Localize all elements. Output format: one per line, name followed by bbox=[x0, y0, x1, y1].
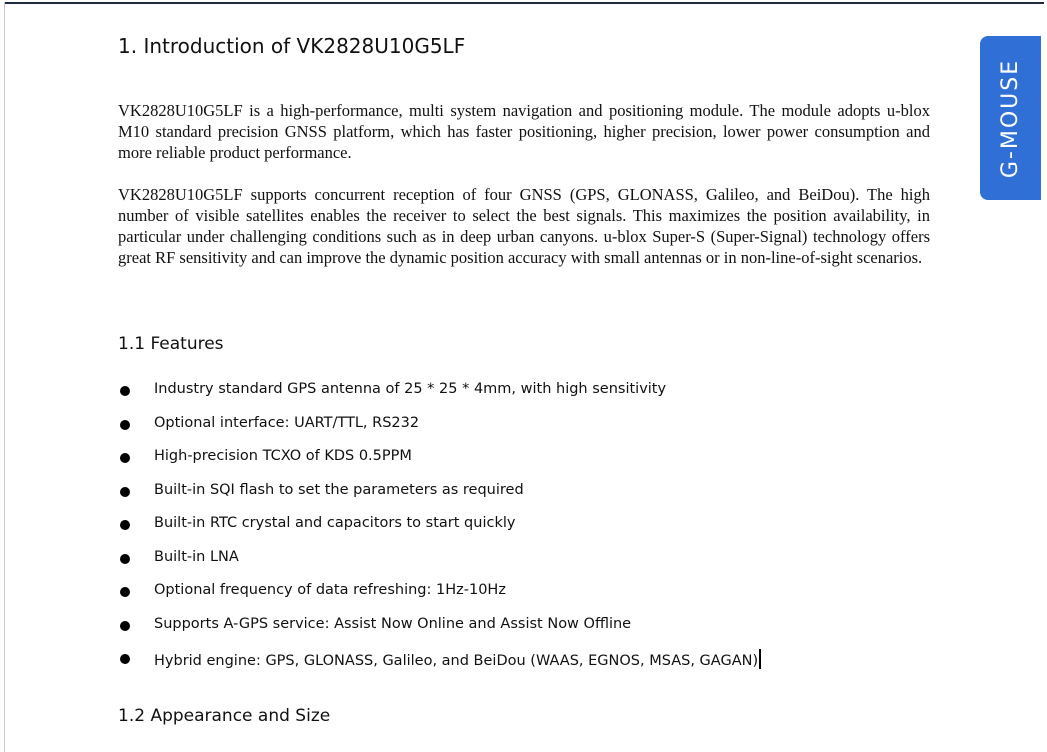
feature-item[interactable] bbox=[118, 581, 918, 615]
bullet-icon bbox=[120, 520, 130, 530]
intro-paragraph-1[interactable]: VK2828U10G5LF is a high-performance, multi system navigation and positioning module. The module adopts u-blox M10 standard precision GNSS platform, which has faster positioning, higher precision, lower power consumption and more reliable product performance. bbox=[118, 101, 930, 162]
page-left-border bbox=[4, 2, 5, 752]
bullet-icon bbox=[120, 621, 130, 631]
text-caret bbox=[759, 649, 761, 669]
bullet-icon bbox=[120, 420, 130, 430]
feature-item[interactable] bbox=[118, 615, 918, 649]
side-tab-label: G-MOUSE bbox=[998, 58, 1024, 178]
feature-item[interactable] bbox=[118, 548, 918, 582]
feature-item[interactable] bbox=[118, 380, 918, 414]
introduction-heading[interactable]: 1. Introduction of VK2828U10G5LF bbox=[118, 34, 466, 58]
feature-text-last bbox=[154, 649, 761, 669]
feature-text: High-precision TCXO of KDS 0.5PPM bbox=[154, 448, 412, 464]
bullet-icon bbox=[120, 487, 130, 497]
feature-item[interactable] bbox=[118, 481, 918, 515]
feature-text: Supports A-GPS service: Assist Now Online and Assist Now Offline bbox=[154, 615, 632, 632]
feature-item[interactable] bbox=[118, 514, 918, 548]
feature-item[interactable] bbox=[118, 648, 918, 682]
feature-text-last-content: Hybrid engine: GPS, GLONASS, Galileo, and BeiDou (WAAS, EGNOS, MSAS, GAGAN) bbox=[154, 653, 759, 669]
feature-text: Built-in SQI flash to set the parameters as required bbox=[154, 481, 524, 498]
bullet-icon bbox=[120, 654, 130, 664]
features-list bbox=[118, 380, 918, 682]
intro-paragraph-2[interactable]: VK2828U10G5LF supports concurrent reception of four GNSS (GPS, GLONASS, Galileo, and BeiDou). The high number of visible satellites enables the receiver to select the best signals. This maximizes the position availability, in particular under challenging conditions such as in deep urban canyons. u-blox Super-S (Super-Signal) technology offers great RF sensitivity and can improve the dynamic position accuracy with small antennas or in non-line-of-sight scenarios. bbox=[118, 185, 930, 267]
feature-item[interactable] bbox=[118, 447, 918, 481]
feature-item[interactable] bbox=[118, 414, 918, 448]
bullet-icon bbox=[120, 453, 130, 463]
feature-text: Industry standard GPS antenna of 25 * 25 * 4mm, with high sensitivity bbox=[154, 381, 667, 397]
bullet-icon bbox=[120, 386, 130, 396]
bullet-icon bbox=[120, 587, 130, 597]
page-top-border bbox=[4, 2, 1044, 4]
g-mouse-side-tab bbox=[980, 36, 1041, 200]
feature-text: Optional interface: UART/TTL, RS232 bbox=[154, 414, 420, 431]
feature-text: Built-in LNA bbox=[154, 548, 239, 565]
appearance-heading[interactable]: 1.2 Appearance and Size bbox=[118, 706, 331, 726]
bullet-icon bbox=[120, 554, 130, 564]
feature-text: Built-in RTC crystal and capacitors to start quickly bbox=[154, 515, 516, 531]
feature-text: Optional frequency of data refreshing: 1Hz-10Hz bbox=[154, 582, 506, 598]
features-heading[interactable]: 1.1 Features bbox=[118, 334, 224, 354]
